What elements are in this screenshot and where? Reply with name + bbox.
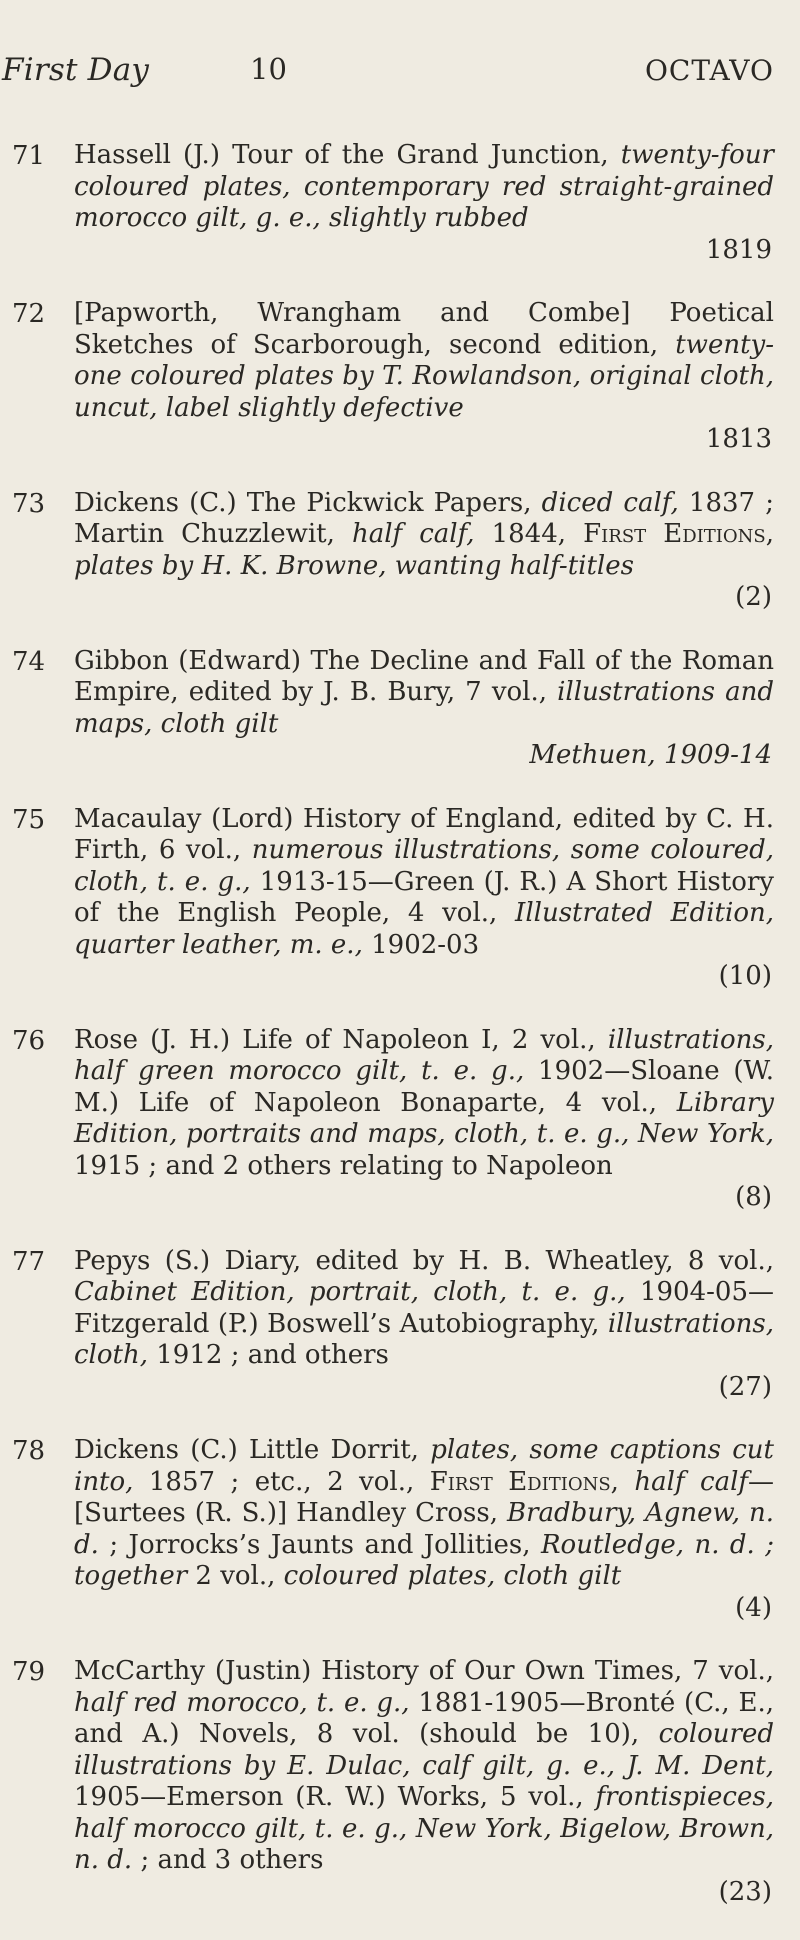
description-segment: illustrations and maps, cloth gilt (74, 677, 774, 739)
description-segment: McCarthy (Justin) History of Our Own Times, 7 vol., (74, 1656, 774, 1686)
lot-number: 79 (12, 1657, 46, 1687)
lot-number: 72 (12, 299, 46, 329)
description-segment: Hassell (J.) Tour of the Grand Junction, (74, 140, 621, 170)
description-segment: 1905—Emerson (R. W.) Works, 5 vol., (74, 1782, 596, 1812)
lot-description (74, 1025, 774, 1214)
lot-description (74, 1246, 774, 1404)
description-segment: half calf, (351, 519, 475, 549)
page-number: 10 (250, 52, 287, 86)
lot-date-or-count: Methuen, 1909-14 (529, 740, 772, 770)
description-segment: 1844, (474, 519, 584, 549)
lot-description (74, 298, 774, 456)
lot-date-or-count: (4) (735, 1592, 772, 1623)
lot-entry (0, 298, 800, 456)
description-segment: 1881-1905—Bronté (C., E., and A.) Novels, 8 vol. (should be 10), (74, 1687, 774, 1749)
lot-number: 73 (12, 488, 46, 519)
description-segment: Pepys (S.) Diary, edited by H. B. Wheatley, 8 vol., (74, 1245, 774, 1276)
description-segment: twenty-four coloured plates, contemporary red straight-grained morocco gilt, g. e., slightly rubbed (74, 140, 774, 233)
description-segment: Library Edition, portraits and maps, cloth, t. e. g., New York, (74, 1087, 774, 1149)
description-segment: 1912 ; and others (148, 1340, 389, 1370)
description-segment: [Papworth, Wrangham and Combe] Poetical Sketches of Scarborough, second edition, (74, 298, 774, 360)
lot-entry (0, 1656, 800, 1908)
description-segment: First Editions, (429, 1466, 619, 1497)
lot-number: 76 (12, 1025, 46, 1056)
description-segment: Rose (J. H.) Life of Napoleon I, 2 vol., (74, 1024, 608, 1055)
lot-entry (0, 488, 800, 614)
description-segment: Illustrated Edition, quarter leather, m. e., (74, 898, 774, 960)
description-segment: frontispieces, half morocco gilt, t. e. g., New York, Bigelow, Brown, n. d. (74, 1782, 774, 1875)
lot-date-or-count: (27) (718, 1371, 772, 1402)
description-segment: Dickens (C.) The Pickwick Papers, (74, 487, 542, 518)
description-segment: coloured plates, cloth gilt (283, 1561, 622, 1591)
description-segment (619, 1467, 634, 1497)
description-segment: illustrations, half green morocco gilt, t. e. g., (74, 1024, 774, 1086)
lot-date-or-count: 1819 (705, 234, 772, 265)
description-segment: plates by H. K. Browne, wanting half-titles (74, 550, 634, 581)
format-heading: OCTAVO (644, 54, 774, 87)
lot-date-or-count: (10) (718, 961, 772, 991)
description-segment: Macaulay (Lord) History of England, edited by C. H. Firth, 6 vol., (74, 803, 774, 865)
lot-entry (0, 1025, 800, 1214)
description-segment: First Editions, (583, 519, 774, 549)
lot-date-or-count: (2) (735, 582, 772, 612)
description-segment: illustrations, cloth, (74, 1308, 774, 1370)
description-segment: 2 vol., (187, 1561, 284, 1591)
description-segment: Routledge, n. d. ; together (74, 1529, 774, 1591)
description-segment: diced calf, (541, 487, 679, 518)
page-header (0, 52, 800, 92)
description-segment: 1913-15—Green (J. R.) A Short History of the English People, 4 vol., (74, 866, 774, 928)
lot-number: 74 (12, 646, 46, 677)
lot-entry (0, 1435, 800, 1624)
sale-day-heading: First Day (2, 52, 150, 88)
lot-number: 75 (12, 804, 46, 835)
description-segment: half calf (634, 1466, 749, 1497)
lot-date-or-count: 1813 (705, 424, 772, 454)
description-segment: 1915 ; and 2 others relating to Napoleon (74, 1150, 613, 1181)
description-segment: 1904-05—Fitzgerald (P.) Boswell’s Autobiography, (74, 1277, 774, 1339)
description-segment: 1902-03 (362, 929, 480, 960)
lot-description (74, 804, 774, 993)
lot-date-or-count: (23) (718, 1876, 772, 1907)
description-segment: Bradbury, Agnew, n. d. (74, 1498, 774, 1560)
lot-entry (0, 1246, 800, 1404)
description-segment: —[Surtees (R. S.)] Handley Cross, (74, 1466, 775, 1528)
lot-description (74, 1656, 774, 1908)
lot-number: 78 (12, 1436, 46, 1466)
description-segment: plates, some captions cut into, (74, 1435, 775, 1497)
description-segment: numerous illustrations, some coloured, cloth, t. e. g., (74, 835, 774, 897)
lot-list (0, 140, 800, 1940)
description-segment: ; Jorrocks’s Jaunts and Jollities, (98, 1529, 541, 1560)
description-segment: 1837 ; Martin Chuzzlewit, (74, 487, 774, 549)
description-segment: Dickens (C.) Little Dorrit, (74, 1435, 431, 1465)
description-segment: coloured illustrations by E. Dulac, calf gilt, g. e., J. M. Dent, (74, 1719, 774, 1781)
lot-date-or-count: (8) (735, 1182, 772, 1212)
lot-entry (0, 140, 800, 266)
description-segment: half red morocco, t. e. g., (74, 1687, 410, 1718)
description-segment: twenty-one coloured plates by T. Rowlandson, original cloth, uncut, label slightly defective (74, 329, 774, 423)
lot-description (74, 646, 774, 772)
description-segment: Cabinet Edition, portrait, cloth, t. e. g., (74, 1277, 626, 1307)
lot-description (74, 488, 774, 614)
lot-number: 77 (12, 1246, 46, 1277)
lot-description (74, 1435, 774, 1624)
lot-entry (0, 804, 800, 993)
description-segment: 1857 ; etc., 2 vol., (133, 1466, 430, 1497)
description-segment: Gibbon (Edward) The Decline and Fall of the Roman Empire, edited by J. B. Bury, 7 vol., (74, 645, 774, 707)
lot-number: 71 (12, 141, 46, 171)
lot-entry (0, 646, 800, 772)
description-segment: 1902—Sloane (W. M.) Life of Napoleon Bonaparte, 4 vol., (74, 1056, 774, 1118)
description-segment: ; and 3 others (132, 1845, 324, 1875)
lot-description (74, 140, 774, 266)
